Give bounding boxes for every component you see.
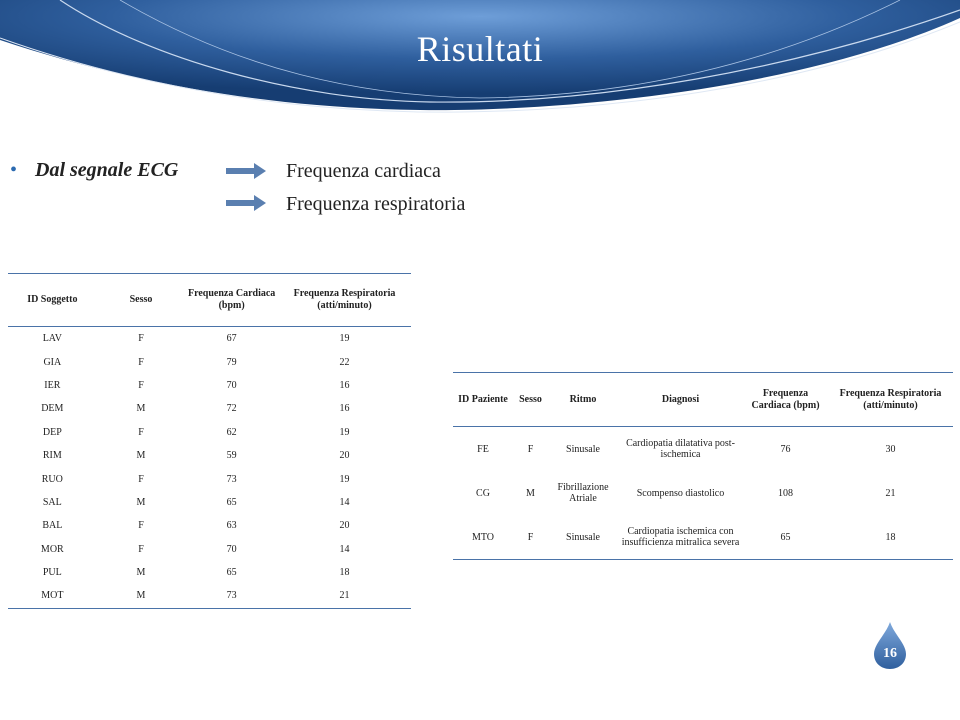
bullet-marker: • — [10, 158, 18, 181]
table-cell: 21 — [339, 590, 350, 602]
column-header: Diagnosi — [618, 373, 743, 427]
table-cell: 73 — [226, 590, 237, 602]
table-cell: RUO — [41, 473, 63, 485]
table-cell: F — [527, 531, 534, 543]
table-cell: DEM — [41, 403, 64, 415]
table-row — [453, 515, 953, 560]
table-cell: 65 — [780, 531, 791, 543]
table-cell: F — [138, 379, 144, 391]
table-cell: F — [138, 426, 144, 438]
table-cell: SAL — [42, 496, 62, 508]
table-cell: LAV — [42, 333, 62, 345]
table-cell: Sinusale — [566, 443, 600, 455]
table-row — [8, 561, 411, 584]
table-cell: 14 — [339, 496, 350, 508]
table-cell: F — [527, 443, 534, 455]
table-cell: 72 — [226, 403, 237, 415]
column-header: Frequenza Cardiaca (bpm) — [185, 274, 278, 327]
patients-table — [453, 372, 953, 560]
table-cell: F — [138, 543, 144, 555]
table-row — [453, 427, 953, 472]
table-cell: 63 — [226, 520, 237, 532]
bullet-item — [10, 154, 178, 186]
table-cell: 108 — [778, 487, 793, 499]
table-cell: 76 — [780, 443, 791, 455]
table-cell: Cardiopatia ischemica con insufficienza mitralica severa — [621, 526, 740, 548]
table-cell: M — [136, 403, 146, 415]
table-row — [8, 397, 411, 420]
table-cell: 65 — [226, 567, 237, 579]
table-cell: M — [136, 590, 146, 602]
table-cell: 19 — [339, 426, 350, 438]
table-cell: Sinusale — [566, 531, 600, 543]
bullet-text: Dal segnale ECG — [35, 158, 179, 181]
table-cell: 67 — [226, 333, 237, 345]
table-cell: DEP — [42, 426, 62, 438]
table-cell: IER — [44, 379, 61, 391]
table-cell: 14 — [339, 543, 350, 555]
table-cell: 16 — [339, 403, 350, 415]
title-banner — [0, 0, 960, 115]
table-cell: PUL — [42, 567, 62, 579]
table-cell: F — [138, 473, 144, 485]
column-header: Frequenza Cardiaca (bpm) — [743, 373, 828, 427]
table-cell: 70 — [226, 379, 237, 391]
table-cell: M — [136, 567, 146, 579]
table-cell: 20 — [339, 450, 350, 462]
outcome-label-heart-rate: Frequenza cardiaca — [286, 160, 441, 182]
table-cell: 21 — [885, 487, 896, 499]
subjects-table — [8, 273, 411, 609]
table-cell: MOR — [40, 543, 64, 555]
table-cell: 59 — [226, 450, 237, 462]
table-cell: 19 — [339, 333, 350, 345]
table-cell: 19 — [339, 473, 350, 485]
table-cell: BAL — [42, 520, 63, 532]
table-cell: 62 — [226, 426, 237, 438]
table-cell: 30 — [885, 443, 896, 455]
column-header: ID Soggetto — [8, 274, 97, 327]
table-cell: MTO — [471, 531, 495, 543]
table-row — [8, 421, 411, 444]
table-cell: F — [138, 333, 144, 345]
table-cell: 18 — [339, 567, 350, 579]
table-row — [8, 584, 411, 608]
table-row — [8, 374, 411, 397]
table-cell: CG — [476, 487, 490, 499]
column-header: Frequenza Respiratoria (atti/minuto) — [278, 274, 411, 327]
table-row — [8, 327, 411, 351]
table-row — [8, 538, 411, 561]
table-row — [8, 350, 411, 373]
table-cell: 79 — [226, 356, 237, 368]
table-cell: 65 — [226, 496, 237, 508]
outcome-label-resp-rate: Frequenza respiratoria — [286, 193, 466, 215]
table-cell: Cardiopatia dilatativa post-ischemica — [626, 438, 735, 460]
column-header: ID Paziente — [453, 373, 513, 427]
table-cell: 20 — [339, 520, 350, 532]
table-row — [8, 467, 411, 490]
table-cell: FE — [477, 443, 489, 455]
table-cell: M — [526, 487, 535, 499]
right-arrow-icon — [226, 194, 266, 212]
table-row — [8, 444, 411, 467]
table-cell: F — [138, 520, 144, 532]
table-cell: Scompenso diastolico — [636, 487, 725, 499]
table-cell: 18 — [885, 531, 896, 543]
column-header: Sesso — [513, 373, 548, 427]
table-cell: 73 — [226, 473, 237, 485]
table-row — [8, 514, 411, 537]
slide-title: Risultati — [416, 29, 544, 69]
table-cell: 22 — [339, 356, 350, 368]
table-row — [8, 491, 411, 514]
column-header: Sesso — [97, 274, 186, 327]
table-cell: F — [138, 356, 144, 368]
page-number: 16 — [883, 646, 897, 661]
right-arrow-icon — [226, 162, 266, 180]
table-cell: M — [136, 450, 146, 462]
table-cell: MOT — [41, 590, 64, 602]
table-header-row — [8, 274, 411, 327]
column-header: Frequenza Respiratoria (atti/minuto) — [828, 373, 953, 427]
column-header: Ritmo — [548, 373, 618, 427]
table-row — [453, 471, 953, 515]
table-cell: 70 — [226, 543, 237, 555]
table-header-row — [453, 373, 953, 427]
table-cell: GIA — [43, 356, 62, 368]
table-cell: M — [136, 496, 146, 508]
table-cell: RIM — [42, 450, 62, 462]
table-cell: Fibrillazione Atriale — [557, 482, 609, 504]
table-cell: 16 — [339, 379, 350, 391]
